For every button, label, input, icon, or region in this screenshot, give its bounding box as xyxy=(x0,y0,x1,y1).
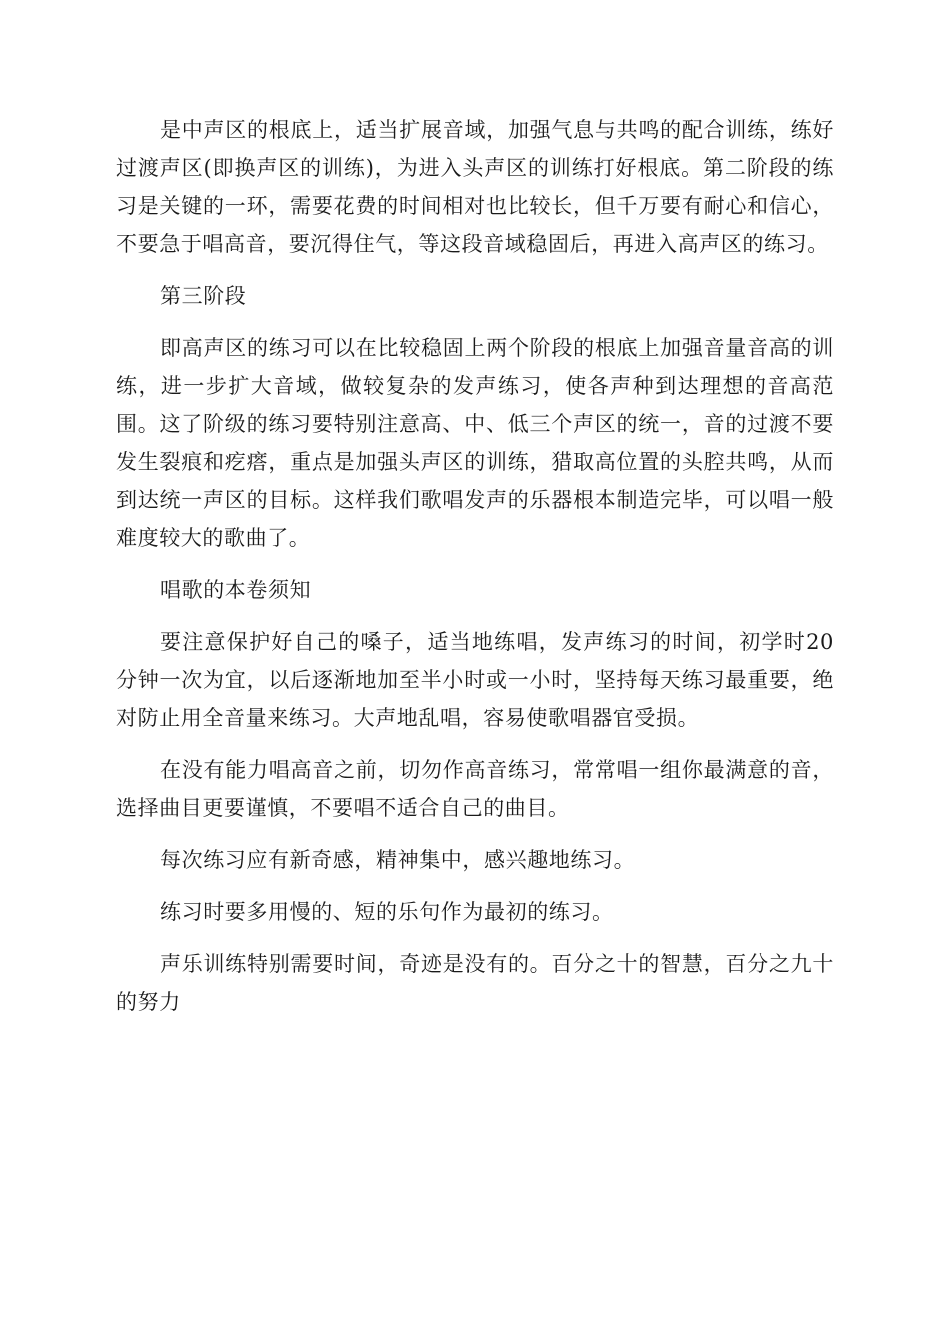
paragraph-freshness: 每次练习应有新奇感，精神集中，感兴趣地练习。 xyxy=(160,848,636,872)
paragraph-second-stage-continued: 是中声区的根底上，适当扩展音域，加强气息与共鸣的配合训练，练好过渡声区(即换声区的训练)，为进入头声区的训练打好根底。第二阶段的练习是关键的一环，需要花费的时间相对也比较长，但千万要有耐心和信心，不要急于唱高音，要沉得住气，等这段音域稳固后，再进入高声区的练习。 xyxy=(116,118,834,256)
heading-singing-notes: 唱歌的本卷须知 xyxy=(160,578,312,602)
paragraph-slow-phrases: 练习时要多用慢的、短的乐句作为最初的练习。 xyxy=(160,900,614,924)
paragraph-time-effort: 声乐训练特别需要时间，奇迹是没有的。百分之十的智慧，百分之九十的努力 xyxy=(116,952,834,1014)
paragraph-protect-voice: 要注意保护好自己的嗓子，适当地练唱，发声练习的时间，初学时20分钟一次为宜，以后逐渐地加至半小时或一小时，坚持每天练习最重要，绝对防止用全音量来练习。大声地乱唱，容易使歌唱器官受损。 xyxy=(116,630,834,730)
paragraph-third-stage: 即高声区的练习可以在比较稳固上两个阶段的根底上加强音量音高的训练，进一步扩大音域，做较复杂的发声练习，使各声种到达理想的音高范围。这了阶级的练习要特别注意高、中、低三个声区的统一，音的过渡不要发生裂痕和疙瘩，重点是加强头声区的训练，猎取高位置的头腔共鸣，从而到达统一声区的目标。这样我们歌唱发声的乐器根本制造完毕，可以唱一般难度较大的歌曲了。 xyxy=(116,336,834,550)
paragraph-high-notes: 在没有能力唱高音之前，切勿作高音练习，常常唱一组你最满意的音，选择曲目更要谨慎，不要唱不适合自己的曲目。 xyxy=(116,758,834,820)
document-page xyxy=(116,111,834,1035)
heading-third-stage: 第三阶段 xyxy=(160,284,247,308)
